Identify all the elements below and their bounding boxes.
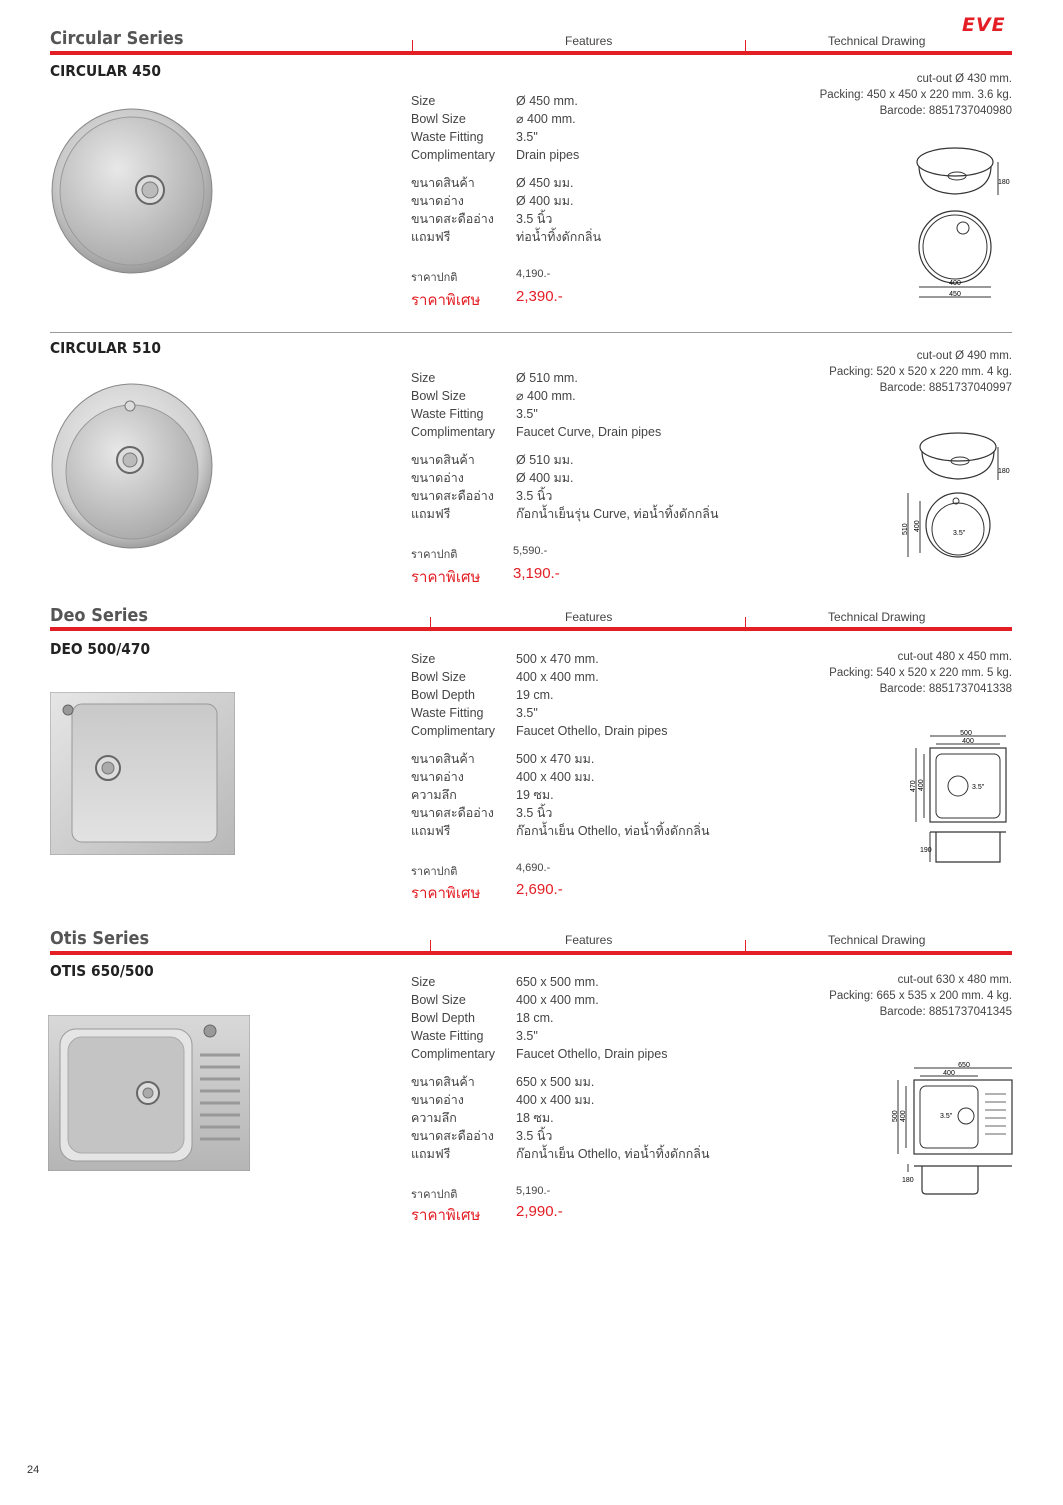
dim-outer: 450: [949, 291, 961, 298]
dim-width: 650: [958, 1062, 970, 1069]
barcode-text: Barcode: 8851737040980: [879, 105, 1012, 117]
spec-label: Waste Fitting: [411, 706, 484, 720]
spec-value: 500 x 470 mm.: [516, 652, 599, 666]
tech-info: [829, 972, 1012, 1020]
price-normal: 4,190.-: [516, 268, 551, 280]
spec-value: 3.5 นิ้ว: [516, 1129, 553, 1143]
header-divider: [430, 940, 431, 951]
series-title-otis: Otis Series: [50, 928, 150, 949]
price-special-label: ราคาพิเศษ: [411, 1207, 481, 1224]
price-special-label: ราคาพิเศษ: [411, 292, 481, 309]
spec-value: Drain pipes: [516, 148, 580, 162]
spec-label: ขนาดสินค้า: [411, 176, 475, 190]
tech-info: [829, 348, 1012, 396]
cutout-text: cut-out 480 x 450 mm.: [897, 651, 1012, 663]
price-normal-label: ราคาปกติ: [411, 549, 458, 561]
barcode-text: Barcode: 8851737041345: [879, 1006, 1012, 1018]
price-special: 2,390.-: [516, 288, 563, 305]
price-normal-label: ราคาปกติ: [411, 866, 458, 878]
spec-label: แถมฟรี: [411, 824, 451, 838]
model-name: CIRCULAR 510: [50, 339, 161, 357]
spec-label: Complimentary: [411, 425, 496, 439]
spec-value: ⌀ 400 mm.: [516, 112, 576, 126]
spec-value: 3.5 นิ้ว: [516, 212, 553, 226]
price-special: 3,190.-: [513, 565, 560, 582]
spec-value: 400 x 400 มม.: [516, 1093, 595, 1107]
spec-label: Waste Fitting: [411, 130, 484, 144]
barcode-text: Barcode: 8851737040997: [879, 382, 1012, 394]
spec-value: ⌀ 400 mm.: [516, 389, 576, 403]
spec-label: Complimentary: [411, 1047, 496, 1061]
dim-bowl-width: 400: [943, 1070, 955, 1077]
spec-value: 650 x 500 มม.: [516, 1075, 595, 1089]
spec-value: Faucet Othello, Drain pipes: [516, 724, 668, 738]
spec-value: 3.5": [516, 1029, 538, 1043]
spec-value: Ø 400 มม.: [516, 471, 574, 485]
spec-label: Bowl Depth: [411, 688, 475, 702]
spec-label: ขนาดอ่าง: [411, 194, 464, 208]
dim-depth: 180: [998, 468, 1010, 475]
spec-label: Size: [411, 94, 436, 108]
dim-bowl-height: 400: [900, 1110, 907, 1122]
section-rule: [50, 951, 1012, 955]
packing-text: Packing: 520 x 520 x 220 mm. 4 kg.: [829, 366, 1012, 378]
dim-depth: 180: [902, 1177, 914, 1184]
spec-label: Bowl Depth: [411, 1011, 475, 1025]
spec-value: 3.5 นิ้ว: [516, 489, 553, 503]
cutout-text: cut-out Ø 430 mm.: [916, 73, 1012, 85]
spec-label: Size: [411, 652, 436, 666]
dim-inner: 400: [914, 520, 921, 532]
model-name: DEO 500/470: [50, 640, 151, 658]
technical-drawing-otis: [890, 1060, 1015, 1198]
features-header: Features: [565, 34, 613, 48]
product-image-circular-450: [50, 105, 215, 275]
spec-label: ขนาดสะดืออ่าง: [411, 212, 494, 226]
spec-label: ขนาดสะดืออ่าง: [411, 489, 494, 503]
page-number: 24: [27, 1464, 40, 1476]
spec-label: Bowl Size: [411, 389, 466, 403]
spec-value: Ø 510 มม.: [516, 453, 574, 467]
spec-value: ก๊อกน้ำเย็น Othello, ท่อน้ำทิ้งดักกลิ่น: [516, 824, 710, 838]
tech-info: [820, 71, 1012, 119]
product-image-circular-510: [50, 380, 215, 550]
spec-value: 18 cm.: [516, 1011, 554, 1025]
spec-label: ขนาดสินค้า: [411, 453, 475, 467]
dim-width: 500: [960, 730, 972, 737]
price-normal: 5,590.-: [513, 545, 548, 557]
price-special: 2,990.-: [516, 1203, 563, 1220]
dim-depth: 180: [998, 179, 1010, 186]
price-normal-label: ราคาปกติ: [411, 272, 458, 284]
spec-label: ขนาดสินค้า: [411, 752, 475, 766]
barcode-text: Barcode: 8851737041338: [879, 683, 1012, 695]
spec-label: Bowl Size: [411, 993, 466, 1007]
spec-label: ความลึก: [411, 1111, 457, 1125]
spec-label: ขนาดอ่าง: [411, 471, 464, 485]
spec-label: Bowl Size: [411, 670, 466, 684]
spec-value: 500 x 470 มม.: [516, 752, 595, 766]
features-header: Features: [565, 610, 613, 624]
spec-value: 650 x 500 mm.: [516, 975, 599, 989]
dim-outer: 510: [902, 523, 909, 535]
packing-text: Packing: 665 x 535 x 200 mm. 4 kg.: [829, 990, 1012, 1002]
spec-label: ความลึก: [411, 788, 457, 802]
spec-value: 3.5": [516, 706, 538, 720]
spec-label: Size: [411, 371, 436, 385]
spec-value: 19 ซม.: [516, 788, 554, 802]
spec-value: Faucet Curve, Drain pipes: [516, 425, 662, 439]
spec-label: Complimentary: [411, 148, 496, 162]
spec-label: แถมฟรี: [411, 507, 451, 521]
header-divider: [412, 40, 413, 51]
spec-value: Ø 450 mm.: [516, 94, 578, 108]
packing-text: Packing: 540 x 520 x 220 mm. 5 kg.: [829, 667, 1012, 679]
price-normal: 5,190.-: [516, 1185, 551, 1197]
spec-value: 400 x 400 mm.: [516, 670, 599, 684]
spec-label: Size: [411, 975, 436, 989]
spec-value: Faucet Othello, Drain pipes: [516, 1047, 668, 1061]
technical-drawing-deo: [908, 728, 1013, 870]
spec-value: 3.5 นิ้ว: [516, 806, 553, 820]
spec-label: ขนาดสะดืออ่าง: [411, 806, 494, 820]
technical-drawing-circular-450: [905, 140, 1015, 302]
technical-drawing-header: Technical Drawing: [828, 34, 926, 48]
dim-height: 500: [892, 1110, 899, 1122]
features-header: Features: [565, 933, 613, 947]
model-name: CIRCULAR 450: [50, 62, 161, 80]
header-divider: [745, 940, 746, 951]
spec-value: 3.5": [516, 130, 538, 144]
price-normal-label: ราคาปกติ: [411, 1189, 458, 1201]
dim-waste: 3.5": [972, 784, 985, 791]
spec-label: ขนาดอ่าง: [411, 770, 464, 784]
spec-value: 19 cm.: [516, 688, 554, 702]
header-divider: [745, 40, 746, 51]
dim-height: 470: [910, 780, 917, 792]
spec-label: Bowl Size: [411, 112, 466, 126]
dim-depth: 190: [920, 847, 932, 854]
spec-value: Ø 450 มม.: [516, 176, 574, 190]
price-special-label: ราคาพิเศษ: [411, 569, 481, 586]
price-special: 2,690.-: [516, 881, 563, 898]
technical-drawing-header: Technical Drawing: [828, 933, 926, 947]
dim-waste: 3.5": [940, 1113, 953, 1120]
spec-value: Ø 510 mm.: [516, 371, 578, 385]
technical-drawing-header: Technical Drawing: [828, 610, 926, 624]
spec-value: Ø 400 มม.: [516, 194, 574, 208]
product-image-deo: [50, 692, 235, 855]
spec-value: ท่อน้ำทิ้งดักกลิ่น: [516, 230, 602, 244]
eve-logo: EVE: [962, 14, 1006, 36]
price-normal: 4,690.-: [516, 862, 551, 874]
technical-drawing-circular-510: [898, 425, 1015, 565]
spec-value: 3.5": [516, 407, 538, 421]
tech-info: [829, 649, 1012, 697]
spec-label: แถมฟรี: [411, 230, 451, 244]
product-image-otis: [48, 1015, 250, 1171]
series-title-circular: Circular Series: [50, 28, 184, 49]
dim-inner: 400: [949, 280, 961, 287]
series-title-deo: Deo Series: [50, 605, 149, 626]
spec-label: ขนาดสินค้า: [411, 1075, 475, 1089]
spec-value: 18 ซม.: [516, 1111, 554, 1125]
dim-waste: 3.5": [953, 530, 966, 537]
spec-label: Waste Fitting: [411, 407, 484, 421]
cutout-text: cut-out 630 x 480 mm.: [897, 974, 1012, 986]
spec-value: 400 x 400 mm.: [516, 993, 599, 1007]
dim-bowl-height: 400: [918, 779, 925, 791]
spec-value: ก๊อกน้ำเย็น Othello, ท่อน้ำทิ้งดักกลิ่น: [516, 1147, 710, 1161]
spec-label: ขนาดสะดืออ่าง: [411, 1129, 494, 1143]
spec-value: ก๊อกน้ำเย็นรุ่น Curve, ท่อน้ำทิ้งดักกลิ่น: [516, 507, 719, 521]
spec-value: 400 x 400 มม.: [516, 770, 595, 784]
packing-text: Packing: 450 x 450 x 220 mm. 3.6 kg.: [819, 89, 1012, 101]
spec-label: ขนาดอ่าง: [411, 1093, 464, 1107]
section-rule: [50, 627, 1012, 631]
spec-label: แถมฟรี: [411, 1147, 451, 1161]
cutout-text: cut-out Ø 490 mm.: [916, 350, 1012, 362]
model-name: OTIS 650/500: [50, 962, 154, 980]
dim-bowl-width: 400: [962, 738, 974, 745]
section-rule: [50, 51, 1012, 55]
spec-label: Waste Fitting: [411, 1029, 484, 1043]
price-special-label: ราคาพิเศษ: [411, 885, 481, 902]
spec-label: Complimentary: [411, 724, 496, 738]
product-separator: [50, 332, 1012, 333]
